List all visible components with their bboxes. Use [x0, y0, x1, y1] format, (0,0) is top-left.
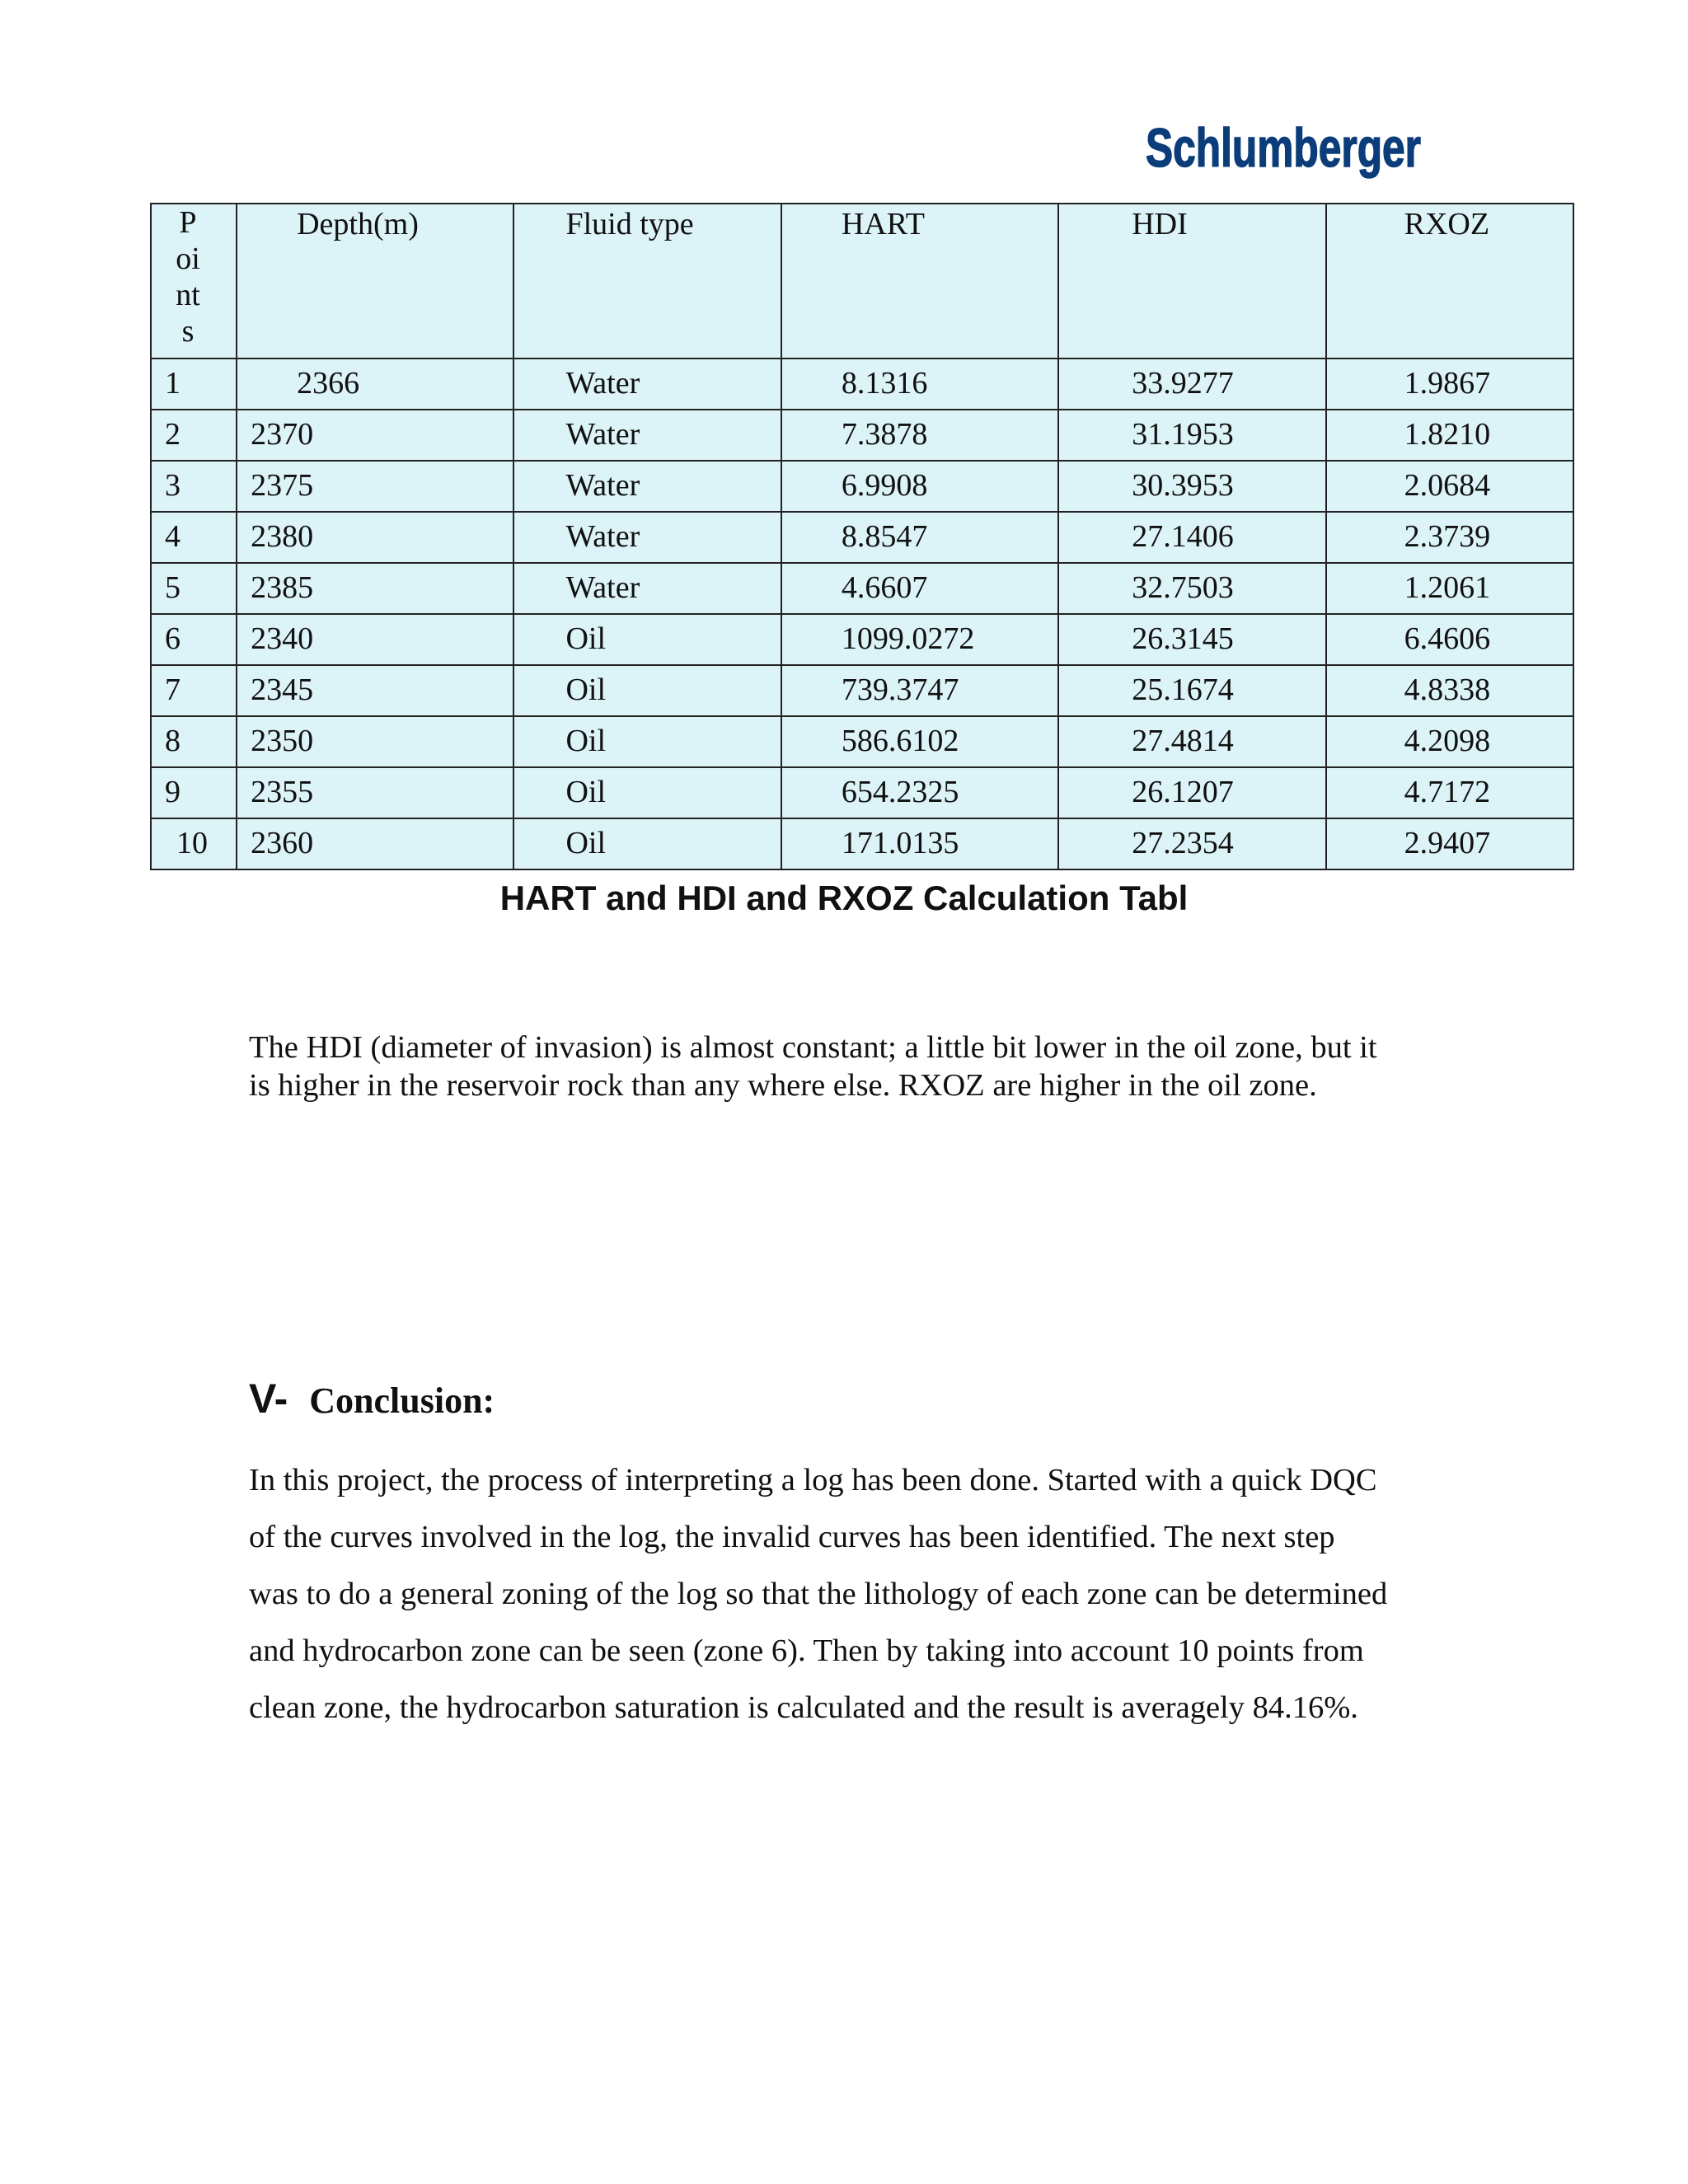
column-header-fluid-type: Fluid type — [513, 204, 781, 359]
cell-depth: 2366 — [237, 359, 513, 410]
table-row — [151, 563, 1573, 614]
cell-point: 4 — [151, 512, 237, 563]
cell-hart: 8.1316 — [781, 359, 1058, 410]
cell-hart: 7.3878 — [781, 410, 1058, 461]
conclusion-line: and hydrocarbon zone can be seen (zone 6). Then by taking into account 10 points from — [249, 1633, 1364, 1668]
schlumberger-logo — [1144, 115, 1424, 190]
cell-hdi: 31.1953 — [1058, 410, 1325, 461]
conclusion-line: was to do a general zoning of the log so that the lithology of each zone can be determined — [249, 1577, 1388, 1611]
cell-point: 3 — [151, 461, 237, 512]
conclusion-line: of the curves involved in the log, the invalid curves has been identified. The next step — [249, 1520, 1335, 1554]
cell-rxoz: 2.0684 — [1326, 461, 1573, 512]
cell-point: 9 — [151, 767, 237, 818]
cell-depth: 2360 — [237, 818, 513, 869]
cell-depth: 2355 — [237, 767, 513, 818]
table-row — [151, 410, 1573, 461]
table-row — [151, 767, 1573, 818]
column-header-rxoz: RXOZ — [1326, 204, 1573, 359]
logo-wordmark: Schlumberger — [1146, 117, 1421, 178]
cell-fluid-type: Oil — [513, 818, 781, 869]
cell-rxoz: 2.3739 — [1326, 512, 1573, 563]
cell-rxoz: 4.8338 — [1326, 665, 1573, 716]
cell-rxoz: 1.8210 — [1326, 410, 1573, 461]
cell-fluid-type: Water — [513, 410, 781, 461]
cell-hart: 171.0135 — [781, 818, 1058, 869]
cell-rxoz: 6.4606 — [1326, 614, 1573, 665]
cell-fluid-type: Water — [513, 461, 781, 512]
cell-hart: 1099.0272 — [781, 614, 1058, 665]
cell-hart: 8.8547 — [781, 512, 1058, 563]
table-row — [151, 461, 1573, 512]
cell-hdi: 27.2354 — [1058, 818, 1325, 869]
section-heading — [249, 1375, 495, 1422]
section-title: Conclusion: — [309, 1380, 495, 1421]
cell-hart: 6.9908 — [781, 461, 1058, 512]
conclusion-paragraph — [249, 1452, 1485, 1736]
conclusion-line: In this project, the process of interpreting a log has been done. Started with a quick DQC — [249, 1463, 1377, 1497]
cell-depth: 2350 — [237, 716, 513, 767]
cell-hdi: 26.1207 — [1058, 767, 1325, 818]
cell-hdi: 26.3145 — [1058, 614, 1325, 665]
cell-depth: 2340 — [237, 614, 513, 665]
cell-point: 1 — [151, 359, 237, 410]
table-row — [151, 359, 1573, 410]
cell-rxoz: 4.2098 — [1326, 716, 1573, 767]
cell-rxoz: 2.9407 — [1326, 818, 1573, 869]
column-header-points: Points — [151, 204, 237, 359]
column-header-hdi: HDI — [1058, 204, 1325, 359]
table-row — [151, 614, 1573, 665]
cell-fluid-type: Water — [513, 359, 781, 410]
column-header-depth: Depth(m) — [237, 204, 513, 359]
cell-point: 5 — [151, 563, 237, 614]
table-row — [151, 665, 1573, 716]
cell-hdi: 27.1406 — [1058, 512, 1325, 563]
cell-fluid-type: Water — [513, 512, 781, 563]
table-row — [151, 512, 1573, 563]
cell-hart: 586.6102 — [781, 716, 1058, 767]
logo-graphic — [1144, 115, 1424, 190]
cell-point: 6 — [151, 614, 237, 665]
cell-depth: 2370 — [237, 410, 513, 461]
cell-point: 2 — [151, 410, 237, 461]
cell-hdi: 30.3953 — [1058, 461, 1325, 512]
cell-hart: 739.3747 — [781, 665, 1058, 716]
calculation-table — [150, 203, 1574, 870]
cell-point: 7 — [151, 665, 237, 716]
cell-rxoz: 1.2061 — [1326, 563, 1573, 614]
paragraph-line: The HDI (diameter of invasion) is almost constant; a little bit lower in the oil zone, but it — [249, 1030, 1377, 1065]
table-caption: HART and HDI and RXOZ Calculation Tabl — [499, 879, 1189, 917]
hdi-paragraph — [249, 1029, 1452, 1104]
table-row — [151, 818, 1573, 869]
cell-point: 10 — [151, 818, 237, 869]
table-row — [151, 716, 1573, 767]
cell-hdi: 25.1674 — [1058, 665, 1325, 716]
cell-fluid-type: Oil — [513, 665, 781, 716]
column-header-hart: HART — [781, 204, 1058, 359]
cell-depth: 2380 — [237, 512, 513, 563]
cell-hdi: 33.9277 — [1058, 359, 1325, 410]
conclusion-line: clean zone, the hydrocarbon saturation is calculated and the result is averagely 84.16%. — [249, 1690, 1358, 1725]
cell-fluid-type: Oil — [513, 716, 781, 767]
cell-fluid-type: Oil — [513, 614, 781, 665]
cell-point: 8 — [151, 716, 237, 767]
table-header-row — [151, 204, 1573, 359]
cell-rxoz: 1.9867 — [1326, 359, 1573, 410]
cell-depth: 2375 — [237, 461, 513, 512]
cell-fluid-type: Water — [513, 563, 781, 614]
cell-hdi: 27.4814 — [1058, 716, 1325, 767]
section-number: V- — [249, 1376, 288, 1422]
cell-hart: 654.2325 — [781, 767, 1058, 818]
cell-hart: 4.6607 — [781, 563, 1058, 614]
cell-depth: 2345 — [237, 665, 513, 716]
cell-fluid-type: Oil — [513, 767, 781, 818]
paragraph-line: is higher in the reservoir rock than any where else. RXOZ are higher in the oil zone. — [249, 1068, 1317, 1103]
cell-rxoz: 4.7172 — [1326, 767, 1573, 818]
cell-depth: 2385 — [237, 563, 513, 614]
cell-hdi: 32.7503 — [1058, 563, 1325, 614]
